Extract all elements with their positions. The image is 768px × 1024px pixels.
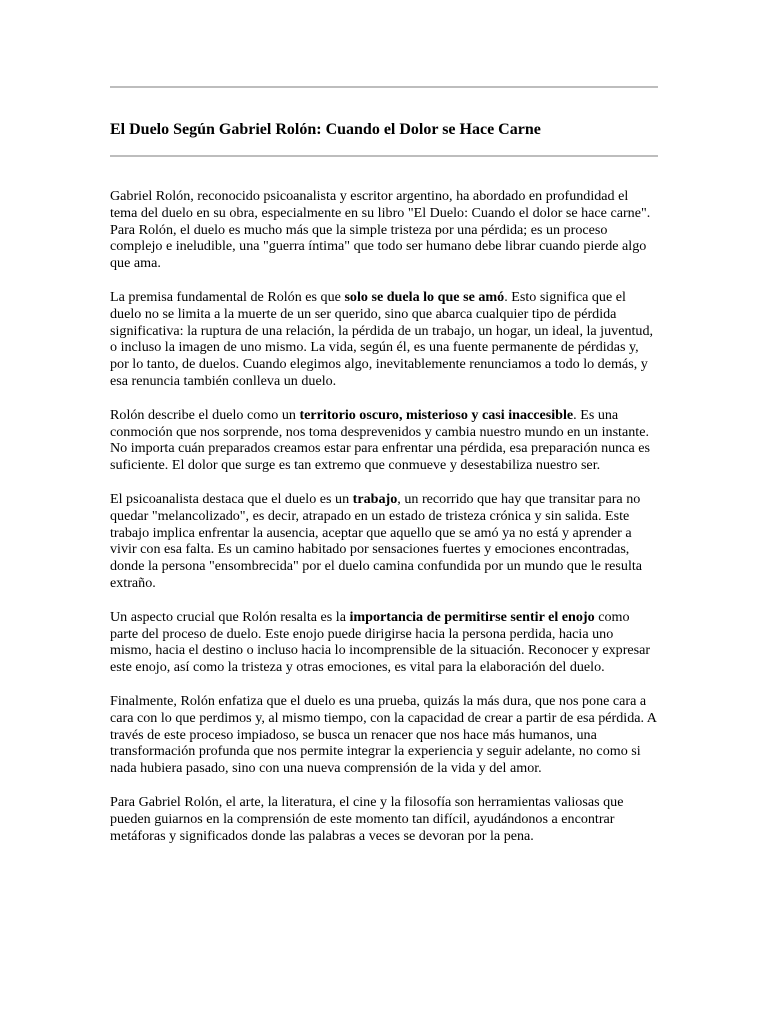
paragraph-text: Rolón describe el duelo como un bbox=[110, 406, 300, 423]
paragraph-art: Para Gabriel Rolón, el arte, la literatura, el cine y la filosofía son herramientas valiosas que pueden guiarnos en la comprensión de este momento tan difícil, ayudándonos a encontrar metáforas y significados donde las palabras a veces se devoran por la pena. bbox=[110, 793, 624, 844]
paragraph-intro: Gabriel Rolón, reconocido psicoanalista y escritor argentino, ha abordado en profundidad el tema del duelo en su obra, especialmente en su libro "El Duelo: Cuando el dolor se hace carne". Para Rolón, el duelo es mucho más que la simple tristeza por una pérdida; es un proceso complejo e ineludible, una "guerra íntima" que todo ser humano debe librar cuando pierde algo que ama. bbox=[110, 188, 651, 272]
paragraph-premise bbox=[110, 289, 658, 390]
document-body bbox=[110, 188, 658, 861]
paragraph-text: como parte del proceso de duelo. Este enojo puede dirigirse hacia la persona perdida, hacia uno mismo, hacia el destino o incluso hacia lo incomprensible de la situación. Reconocer y expresar este enojo, así como la tristeza y otras emociones, es vital para la elaboración del duelo. bbox=[110, 608, 651, 676]
title-divider bbox=[110, 155, 658, 157]
paragraph-anger bbox=[110, 609, 658, 676]
paragraph-emphasis: territorio oscuro, misterioso y casi inaccesible bbox=[299, 406, 574, 423]
paragraph-text: Un aspecto crucial que Rolón resalta es la bbox=[110, 608, 350, 625]
paragraph-text: . Es una conmoción que nos sorprende, nos toma desprevenidos y cambia nuestro mundo en un instante. No importa cuán preparados creamos estar para enfrentar una pérdida, esa preparación nunca es suficiente. El dolor que surge es tan extremo que conmueve y desestabiliza nuestro ser. bbox=[110, 406, 650, 474]
top-divider bbox=[110, 86, 658, 88]
paragraph-text: . Esto significa que el duelo no se limita a la muerte de un ser querido, sino que abarca cualquier tipo de pérdida significativa: la ruptura de una relación, la pérdida de un trabajo, un hogar, un ideal, la juventud, o incluso la imagen de uno mismo. La vida, según él, es una fuente permanente de pérdidas y, por lo tanto, de duelos. Cuando elegimos algo, inevitablemente renunciamos a todo lo demás, y esa renuncia también conlleva un duelo. bbox=[110, 288, 654, 389]
paragraph-work bbox=[110, 491, 658, 592]
paragraph-finally: Finalmente, Rolón enfatiza que el duelo es una prueba, quizás la más dura, que nos pone cara a cara con lo que perdimos y, al mismo tiempo, con la capacidad de crear a partir de esa pérdida. A través de este proceso impiadoso, se busca un renacer que nos hace más humanos, una transformación profunda que nos permite integrar la experiencia y seguir adelante, no como si nada hubiera pasado, sino con una nueva comprensión de la vida y del amor. bbox=[110, 692, 657, 777]
paragraph-territory bbox=[110, 407, 658, 474]
paragraph-emphasis: trabajo bbox=[352, 490, 398, 507]
document-title: El Duelo Según Gabriel Rolón: Cuando el Dolor se Hace Carne bbox=[110, 121, 541, 138]
paragraph-text: La premisa fundamental de Rolón es que bbox=[110, 288, 345, 305]
paragraph-emphasis: importancia de permitirse sentir el enojo bbox=[349, 608, 595, 625]
paragraph-text: , un recorrido que hay que transitar para no quedar "melancolizado", es decir, atrapado en un estado de tristeza crónica y sin salida. Este trabajo implica enfrentar la ausencia, aceptar que aquello que se amó ya no está y aprender a vivir con esa falta. Es un camino habitado por sensaciones fuertes y emociones encontradas, donde la persona "ensombrecida" por el duelo camina confundida por un mundo que le resulta extraño. bbox=[110, 490, 643, 591]
paragraph-emphasis: solo se duela lo que se amó bbox=[344, 288, 505, 305]
paragraph-text: El psicoanalista destaca que el duelo es un bbox=[110, 490, 353, 507]
